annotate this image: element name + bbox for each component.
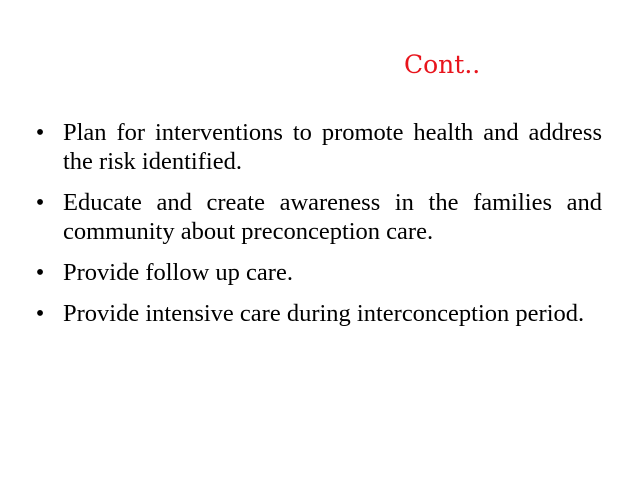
list-item [30,188,602,246]
list-item [30,299,602,328]
bullet-icon: • [35,119,45,146]
bullet-icon: • [35,189,45,216]
bullet-icon: • [35,300,45,327]
slide-title: Cont.. [404,50,481,79]
bullet-text: Plan for interventions to promote health and address the risk identified. [63,119,602,175]
bullet-text: Provide intensive care during interconception period. [63,300,585,327]
bullet-list [30,118,602,340]
bullet-icon: • [35,259,45,286]
bullet-text: Educate and create awareness in the families and community about preconception care. [63,189,602,245]
bullet-text: Provide follow up care. [63,259,293,286]
list-item [30,258,602,287]
list-item [30,118,602,176]
